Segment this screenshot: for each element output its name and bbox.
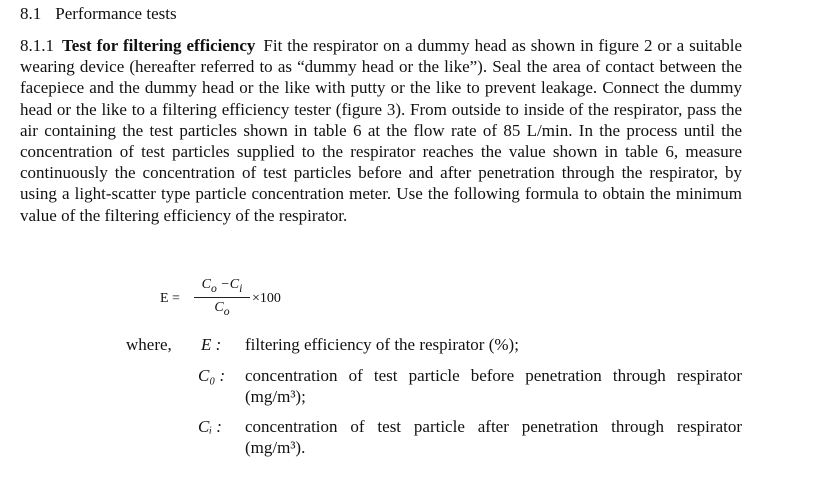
numerator-c-outer: C xyxy=(201,277,211,292)
formula-fraction xyxy=(194,276,250,318)
definition-description-co: concentration of test particle before penetration through respirator (mg/m³); xyxy=(245,366,742,406)
definition-symbol-co: C₀ : xyxy=(198,366,226,385)
fraction-bar xyxy=(194,297,250,298)
formula-numerator xyxy=(194,276,250,298)
formula-denominator xyxy=(194,299,250,321)
formula-multiplier: ×100 xyxy=(252,291,281,306)
denominator-sub-o: o xyxy=(223,304,230,318)
numerator-sub-i: i xyxy=(239,281,243,295)
definition-symbol-e: E : xyxy=(201,335,222,354)
definition-description-e: filtering efficiency of the respirator (%); xyxy=(245,335,519,354)
definition-description-ci: concentration of test particle after penetration through respirator (mg/m³). xyxy=(245,417,742,457)
section-title: Performance tests xyxy=(55,4,177,23)
subsection-body: Fit the respirator on a dummy head as shown in figure 2 or a suitable wearing device (hereafter referred to as “dummy head or the like”). Seal the area of contact between the facepiece and the dummy head or the like with putty or the like to prevent leakage. Connect the dummy head or the like to a filtering efficiency tester (figure 3). From outside to inside of the respirator, pass the air containing the test particles shown in table 6 at the flow rate of 85 L/min. In the process until the concentration of test particles supplied to the respirator reaches the value shown in table 6, measure continuously the concentration of test particles before and after penetration through the respirator, by using a light-scatter type particle concentration meter. Use the following formula to obtain the minimum value of the filtering efficiency of the respirator. xyxy=(20,36,742,225)
efficiency-formula xyxy=(160,276,360,320)
definition-symbol-ci: Cᵢ : xyxy=(198,417,222,436)
subsection-title: Test for filtering efficiency xyxy=(62,36,256,55)
denominator-c: C xyxy=(214,300,224,315)
formula-lhs: E = xyxy=(160,291,180,306)
where-label: where, xyxy=(126,335,172,354)
subsection-paragraph xyxy=(20,35,742,226)
subsection-number: 8.1.1 xyxy=(20,36,54,55)
section-number: 8.1 xyxy=(20,4,42,23)
numerator-minus-c: −C xyxy=(216,277,240,292)
section-heading xyxy=(20,4,177,24)
numerator-sub-o: o xyxy=(210,281,217,295)
